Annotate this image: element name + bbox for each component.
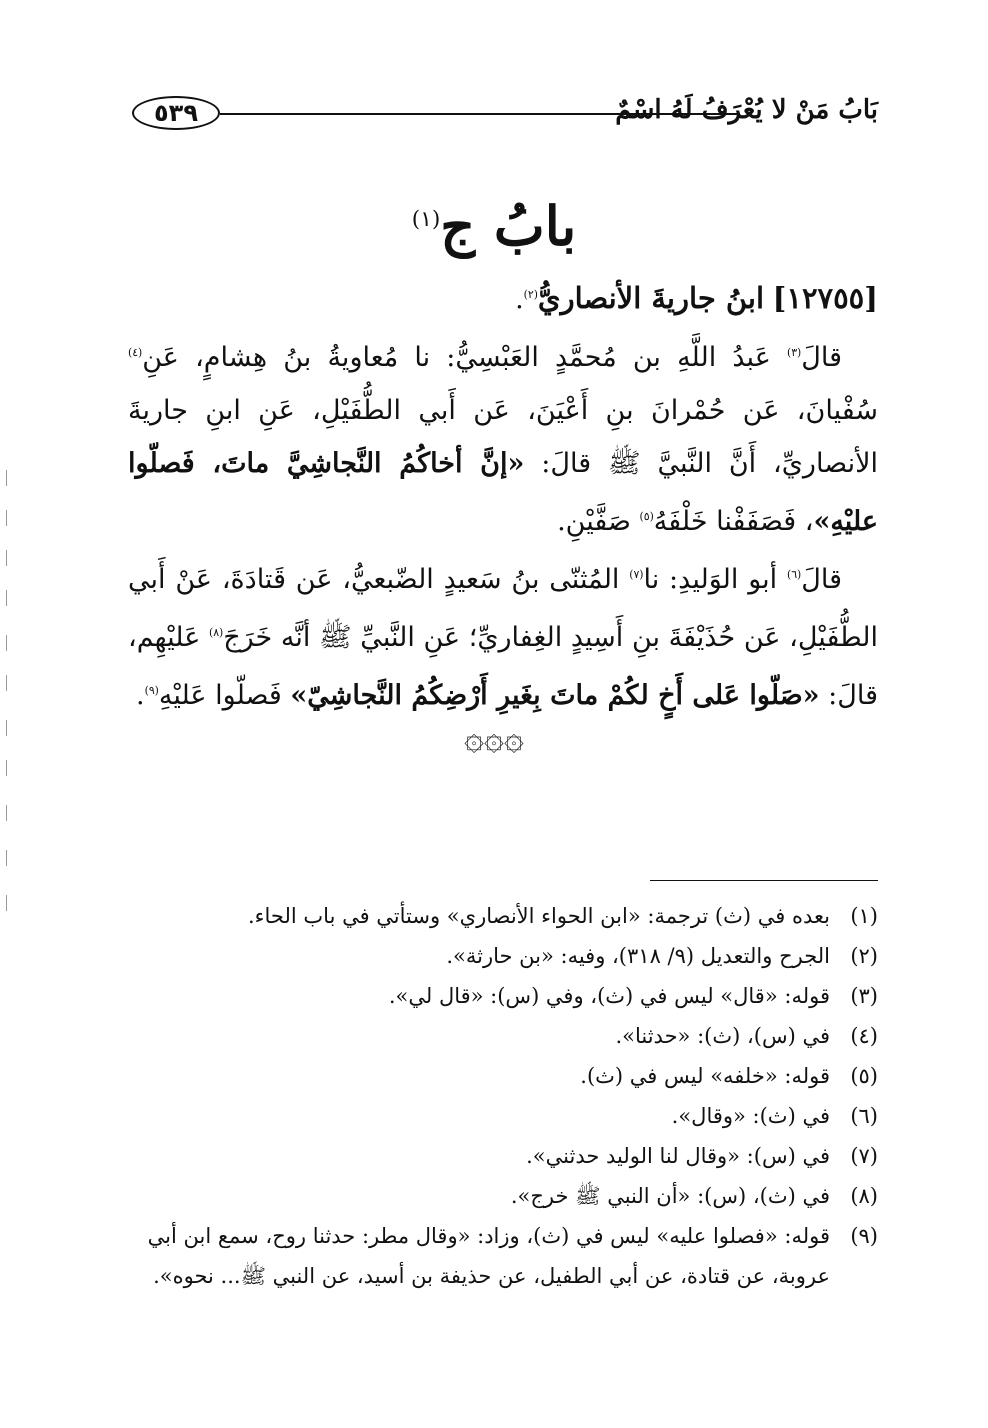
- text-run: .: [136, 680, 145, 711]
- footnote-text: قوله: «خلفه» ليس في (ث).: [580, 1064, 830, 1088]
- footnotes: [128, 896, 878, 1296]
- running-header: [132, 92, 878, 132]
- text-run: ، فَصَفَفْنا خَلْفَهُ: [653, 506, 814, 537]
- footnote-number: (٧): [850, 1144, 878, 1168]
- footnote-number: (٣): [850, 984, 878, 1008]
- footnote-number: (٨): [850, 1184, 878, 1208]
- footnote-ref: (٢): [523, 288, 538, 301]
- footnote-text: في (س): «وقال لنا الوليد حدثني».: [526, 1144, 830, 1168]
- section-ornament-icon: ۞۞۞: [464, 718, 524, 758]
- footnote-number: (٦): [850, 1104, 878, 1128]
- footnote: [128, 1096, 878, 1136]
- footnote-number: (٢): [850, 944, 878, 968]
- entry-number: [١٢٧٥٥]: [772, 281, 878, 315]
- footnote: [128, 1016, 878, 1056]
- footnote-text: في (ث): «وقال».: [671, 1104, 830, 1128]
- text-run: عَبدُ اللَّهِ بن مُحمَّدٍ العَبْسِيُّ: نا مُعاويةُ بنُ هِشامٍ، عَنِ: [142, 342, 787, 373]
- text-run: المُثنّى بنُ سَعيدٍ الضّبعيُّ، عَن قَتادَةَ، عَنْ أَبي الطُّفَيْلِ، عَن حُذَيْفَةَ بنِ أَسِيدٍ الغِفاريِّ؛ عَنِ النَّبيِّ ﷺ أنَّه خَرَجَ: [128, 564, 878, 653]
- footnote-text: في (ث)، (س): «أن النبي ﷺ خرج».: [510, 1184, 830, 1208]
- footnote-ref: (١): [411, 207, 441, 232]
- page-number: ٥٣٩: [132, 96, 220, 130]
- text-run: قالَ: [801, 342, 842, 373]
- entry-heading: [128, 268, 878, 326]
- chapter-heading: [0, 180, 988, 266]
- text-run: سُفْيانَ، عَن حُمْرانَ بنِ أَعْيَنَ، عَن أَبي الطُّفَيْلِ، عَنِ ابنِ جاريةَ الأنصاريِّ، أَنَّ النَّبيَّ ﷺ قالَ:: [128, 395, 878, 479]
- footnote-separator: [650, 880, 878, 881]
- text-run: عَليْهِم، قالَ:: [128, 622, 878, 711]
- text-run: أبو الوَليدِ: نا: [643, 564, 787, 595]
- text-run: قالَ: [801, 564, 842, 595]
- footnote: [128, 1176, 878, 1216]
- footnote-number: (١): [850, 904, 878, 928]
- footnote: [128, 1136, 878, 1176]
- footnote-text: في (س)، (ث): «حدثنا».: [615, 1024, 830, 1048]
- footnote-number: (٥): [850, 1064, 878, 1088]
- paragraph-2: [128, 548, 878, 722]
- footnote: [128, 936, 878, 976]
- scan-margin-marks: [6, 470, 8, 930]
- footnote: [128, 1056, 878, 1096]
- footnote-ref: (٤): [128, 346, 143, 359]
- paragraph-1: [128, 326, 878, 548]
- entry-end: .: [515, 284, 524, 315]
- footnote-text: قوله: «فصلوا عليه» ليس في (ث)، وزاد: «وقال مطر: حدثنا روح، سمع ابن أبي عروبة، عن قتادة، عن أبي الطفيل، عن حذيفة بن أسيد، عن النبي ﷺ... نحوه».: [147, 1224, 830, 1288]
- footnote-text: بعده في (ث) ترجمة: «ابن الحواء الأنصاري» وستأتي في باب الحاء.: [247, 904, 830, 928]
- footnote-ref: (٥): [639, 510, 654, 523]
- footnote-ref: (٣): [786, 346, 802, 359]
- footnote: [128, 976, 878, 1016]
- text-run: صَفَّيْنِ.: [557, 506, 640, 537]
- footnote-ref: (٨): [208, 626, 224, 639]
- hadith-quote: «صَلّوا عَلى أَخٍ لكُمْ ماتَ بِغَيرِ أَرْضِكُمُ النَّجاشِيّ»: [290, 680, 820, 711]
- footnote-text: قوله: «قال» ليس في (ث)، وفي (س): «قال لي».: [388, 984, 830, 1008]
- text-run: فَصلّوا عَليْهِ: [158, 680, 291, 711]
- footnote-number: (٩): [850, 1224, 878, 1248]
- entry-name: ابنُ جاريةَ الأنصاريُّ: [537, 281, 765, 315]
- footnote-number: (٤): [850, 1024, 878, 1048]
- hadith-quote: «إنَّ أخاكُمُ النَّجاشِيَّ ماتَ، فَصلّوا عليْهِ»: [128, 448, 878, 537]
- body-text: [128, 268, 878, 722]
- footnote: [128, 1216, 878, 1296]
- footnote-ref: (٧): [629, 568, 644, 581]
- chapter-title: بابُ ج: [440, 194, 577, 258]
- footnote-ref: (٦): [786, 568, 802, 581]
- footnote-ref: (٩): [144, 684, 159, 697]
- footnote: [128, 896, 878, 936]
- running-title: بَابُ مَنْ لا يُعْرَفُ لَهُ اسْمٌ: [615, 95, 878, 125]
- footnote-text: الجرح والتعديل (٩/ ٣١٨)، وفيه: «بن حارثة».: [446, 944, 830, 968]
